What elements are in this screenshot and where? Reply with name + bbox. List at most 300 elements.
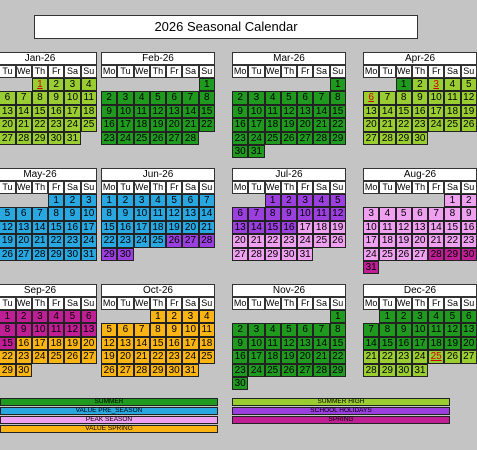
day-cell[interactable]: 20 xyxy=(182,221,198,234)
day-cell[interactable]: 30 xyxy=(396,364,412,377)
day-cell[interactable]: 20 xyxy=(461,337,477,350)
day-cell[interactable]: 3 xyxy=(248,91,264,104)
day-cell[interactable]: 4 xyxy=(48,310,64,323)
day-cell[interactable]: 9 xyxy=(16,323,32,336)
day-cell[interactable]: 22 xyxy=(330,118,346,131)
day-cell[interactable]: 10 xyxy=(412,323,428,336)
day-cell[interactable]: 28 xyxy=(182,132,198,145)
day-cell[interactable]: 20 xyxy=(166,118,182,131)
day-cell[interactable]: 31 xyxy=(182,364,198,377)
day-cell[interactable]: 10 xyxy=(297,207,313,220)
day-cell[interactable]: 7 xyxy=(182,91,198,104)
day-cell[interactable]: 31 xyxy=(64,132,80,145)
day-cell[interactable]: 7 xyxy=(248,207,264,220)
day-cell[interactable]: 8 xyxy=(396,91,412,104)
day-cell[interactable]: 26 xyxy=(281,132,297,145)
day-cell[interactable]: 2 xyxy=(101,91,117,104)
day-cell[interactable]: 4 xyxy=(199,310,215,323)
day-cell[interactable]: 27 xyxy=(166,132,182,145)
day-cell[interactable]: 23 xyxy=(396,350,412,363)
day-cell[interactable]: 7 xyxy=(134,323,150,336)
day-cell[interactable]: 19 xyxy=(101,350,117,363)
day-cell[interactable]: 27 xyxy=(182,234,198,247)
day-cell[interactable]: 4 xyxy=(428,310,444,323)
day-cell[interactable]: 17 xyxy=(248,350,264,363)
day-cell[interactable]: 14 xyxy=(32,221,48,234)
day-cell[interactable]: 18 xyxy=(150,221,166,234)
day-cell[interactable]: 28 xyxy=(32,248,48,261)
day-cell[interactable]: 15 xyxy=(330,105,346,118)
day-cell[interactable]: 18 xyxy=(199,337,215,350)
day-cell[interactable]: 19 xyxy=(330,221,346,234)
day-cell[interactable]: 29 xyxy=(0,364,16,377)
day-cell[interactable]: 16 xyxy=(232,350,248,363)
day-cell[interactable]: 7 xyxy=(379,91,395,104)
day-cell[interactable]: 22 xyxy=(150,350,166,363)
day-cell[interactable]: 24 xyxy=(117,132,133,145)
day-cell[interactable]: 20 xyxy=(363,118,379,131)
day-cell[interactable]: 3 xyxy=(81,194,97,207)
day-cell[interactable]: 26 xyxy=(396,248,412,261)
day-cell[interactable]: 22 xyxy=(32,118,48,131)
day-cell[interactable]: 13 xyxy=(81,323,97,336)
day-cell[interactable]: 16 xyxy=(281,221,297,234)
day-cell[interactable]: 17 xyxy=(134,221,150,234)
day-cell[interactable]: 28 xyxy=(313,364,329,377)
day-cell[interactable]: 6 xyxy=(182,194,198,207)
day-cell[interactable]: 12 xyxy=(64,323,80,336)
day-cell[interactable]: 12 xyxy=(281,337,297,350)
day-cell[interactable]: 25 xyxy=(81,118,97,131)
day-cell[interactable]: 22 xyxy=(0,350,16,363)
day-cell[interactable]: 27 xyxy=(412,248,428,261)
day-cell[interactable]: 2 xyxy=(281,194,297,207)
day-cell[interactable]: 6 xyxy=(461,310,477,323)
day-cell[interactable]: 16 xyxy=(117,221,133,234)
day-cell[interactable]: 10 xyxy=(248,337,264,350)
day-cell[interactable]: 18 xyxy=(428,337,444,350)
day-cell[interactable]: 15 xyxy=(101,221,117,234)
day-cell[interactable]: 9 xyxy=(232,105,248,118)
day-cell[interactable]: 16 xyxy=(232,118,248,131)
day-cell[interactable]: 15 xyxy=(265,221,281,234)
day-cell[interactable]: 29 xyxy=(101,248,117,261)
day-cell[interactable]: 9 xyxy=(64,207,80,220)
day-cell[interactable]: 14 xyxy=(379,105,395,118)
day-cell[interactable]: 20 xyxy=(81,337,97,350)
day-cell[interactable]: 21 xyxy=(16,118,32,131)
day-cell[interactable]: 30 xyxy=(16,364,32,377)
day-cell[interactable]: 1 xyxy=(199,78,215,91)
day-cell[interactable]: 14 xyxy=(248,221,264,234)
day-cell[interactable]: 27 xyxy=(363,132,379,145)
day-cell[interactable]: 6 xyxy=(363,91,379,104)
day-cell[interactable]: 29 xyxy=(32,132,48,145)
day-cell[interactable]: 27 xyxy=(297,132,313,145)
day-cell[interactable]: 26 xyxy=(0,248,16,261)
day-cell[interactable]: 14 xyxy=(313,337,329,350)
day-cell[interactable]: 7 xyxy=(363,323,379,336)
day-cell[interactable]: 8 xyxy=(330,91,346,104)
day-cell[interactable]: 13 xyxy=(166,105,182,118)
day-cell[interactable]: 3 xyxy=(428,78,444,91)
day-cell[interactable]: 23 xyxy=(281,234,297,247)
day-cell[interactable]: 28 xyxy=(199,234,215,247)
day-cell[interactable]: 26 xyxy=(101,364,117,377)
day-cell[interactable]: 29 xyxy=(150,364,166,377)
day-cell[interactable]: 17 xyxy=(412,337,428,350)
day-cell[interactable]: 5 xyxy=(64,310,80,323)
day-cell[interactable]: 25 xyxy=(134,132,150,145)
day-cell[interactable]: 21 xyxy=(182,118,198,131)
day-cell[interactable]: 17 xyxy=(363,234,379,247)
day-cell[interactable]: 14 xyxy=(199,207,215,220)
day-cell[interactable]: 6 xyxy=(297,323,313,336)
day-cell[interactable]: 13 xyxy=(297,337,313,350)
day-cell[interactable]: 24 xyxy=(134,234,150,247)
day-cell[interactable]: 5 xyxy=(166,194,182,207)
day-cell[interactable]: 24 xyxy=(81,234,97,247)
day-cell[interactable]: 13 xyxy=(297,105,313,118)
day-cell[interactable]: 19 xyxy=(281,118,297,131)
day-cell[interactable]: 9 xyxy=(412,91,428,104)
day-cell[interactable]: 3 xyxy=(182,310,198,323)
day-cell[interactable]: 9 xyxy=(101,105,117,118)
day-cell[interactable]: 29 xyxy=(265,248,281,261)
day-cell[interactable]: 2 xyxy=(396,310,412,323)
day-cell[interactable]: 17 xyxy=(32,337,48,350)
day-cell[interactable]: 14 xyxy=(363,337,379,350)
day-cell[interactable]: 31 xyxy=(412,364,428,377)
day-cell[interactable]: 28 xyxy=(428,248,444,261)
day-cell[interactable]: 21 xyxy=(248,234,264,247)
day-cell[interactable]: 24 xyxy=(32,350,48,363)
day-cell[interactable]: 9 xyxy=(461,207,477,220)
day-cell[interactable]: 5 xyxy=(101,323,117,336)
day-cell[interactable]: 1 xyxy=(48,194,64,207)
day-cell[interactable]: 26 xyxy=(444,350,460,363)
day-cell[interactable]: 23 xyxy=(232,132,248,145)
day-cell[interactable]: 4 xyxy=(444,78,460,91)
day-cell[interactable]: 1 xyxy=(444,194,460,207)
day-cell[interactable]: 13 xyxy=(412,221,428,234)
day-cell[interactable]: 19 xyxy=(444,337,460,350)
day-cell[interactable]: 8 xyxy=(265,207,281,220)
day-cell[interactable]: 2 xyxy=(232,323,248,336)
day-cell[interactable]: 30 xyxy=(48,132,64,145)
day-cell[interactable]: 21 xyxy=(363,350,379,363)
day-cell[interactable]: 7 xyxy=(428,207,444,220)
day-cell[interactable]: 26 xyxy=(150,132,166,145)
day-cell[interactable]: 18 xyxy=(265,118,281,131)
day-cell[interactable]: 9 xyxy=(396,323,412,336)
day-cell[interactable]: 3 xyxy=(117,91,133,104)
day-cell[interactable]: 15 xyxy=(32,105,48,118)
day-cell[interactable]: 17 xyxy=(182,337,198,350)
day-cell[interactable]: 24 xyxy=(248,364,264,377)
day-cell[interactable]: 24 xyxy=(182,350,198,363)
day-cell[interactable]: 21 xyxy=(199,221,215,234)
day-cell[interactable]: 12 xyxy=(461,91,477,104)
day-cell[interactable]: 27 xyxy=(16,248,32,261)
day-cell[interactable]: 17 xyxy=(64,105,80,118)
day-cell[interactable]: 8 xyxy=(0,323,16,336)
day-cell[interactable]: 29 xyxy=(396,132,412,145)
day-cell[interactable]: 7 xyxy=(199,194,215,207)
day-cell[interactable]: 1 xyxy=(32,78,48,91)
day-cell[interactable]: 25 xyxy=(48,350,64,363)
day-cell[interactable]: 20 xyxy=(297,118,313,131)
day-cell[interactable]: 25 xyxy=(428,350,444,363)
day-cell[interactable]: 30 xyxy=(232,145,248,158)
day-cell[interactable]: 11 xyxy=(48,323,64,336)
day-cell[interactable]: 5 xyxy=(396,207,412,220)
day-cell[interactable]: 8 xyxy=(379,323,395,336)
day-cell[interactable]: 20 xyxy=(16,234,32,247)
day-cell[interactable]: 25 xyxy=(313,234,329,247)
day-cell[interactable]: 8 xyxy=(330,323,346,336)
day-cell[interactable]: 23 xyxy=(16,350,32,363)
day-cell[interactable]: 26 xyxy=(166,234,182,247)
day-cell[interactable]: 14 xyxy=(182,105,198,118)
day-cell[interactable]: 6 xyxy=(297,91,313,104)
day-cell[interactable]: 12 xyxy=(0,221,16,234)
day-cell[interactable]: 23 xyxy=(101,132,117,145)
day-cell[interactable]: 12 xyxy=(444,323,460,336)
day-cell[interactable]: 18 xyxy=(134,118,150,131)
day-cell[interactable]: 2 xyxy=(232,91,248,104)
day-cell[interactable]: 17 xyxy=(81,221,97,234)
day-cell[interactable]: 23 xyxy=(166,350,182,363)
day-cell[interactable]: 11 xyxy=(379,221,395,234)
day-cell[interactable]: 22 xyxy=(48,234,64,247)
day-cell[interactable]: 6 xyxy=(166,91,182,104)
day-cell[interactable]: 20 xyxy=(412,234,428,247)
day-cell[interactable]: 1 xyxy=(150,310,166,323)
day-cell[interactable]: 30 xyxy=(232,377,248,390)
day-cell[interactable]: 1 xyxy=(265,194,281,207)
day-cell[interactable]: 16 xyxy=(396,337,412,350)
day-cell[interactable]: 2 xyxy=(461,194,477,207)
day-cell[interactable]: 11 xyxy=(150,207,166,220)
day-cell[interactable]: 4 xyxy=(379,207,395,220)
day-cell[interactable]: 15 xyxy=(330,337,346,350)
day-cell[interactable]: 16 xyxy=(101,118,117,131)
day-cell[interactable]: 23 xyxy=(48,118,64,131)
day-cell[interactable]: 20 xyxy=(232,234,248,247)
day-cell[interactable]: 10 xyxy=(134,207,150,220)
day-cell[interactable]: 10 xyxy=(81,207,97,220)
day-cell[interactable]: 19 xyxy=(396,234,412,247)
day-cell[interactable]: 28 xyxy=(379,132,395,145)
day-cell[interactable]: 10 xyxy=(32,323,48,336)
day-cell[interactable]: 10 xyxy=(248,105,264,118)
day-cell[interactable]: 19 xyxy=(64,337,80,350)
day-cell[interactable]: 15 xyxy=(0,337,16,350)
day-cell[interactable]: 6 xyxy=(232,207,248,220)
day-cell[interactable]: 27 xyxy=(0,132,16,145)
day-cell[interactable]: 28 xyxy=(248,248,264,261)
day-cell[interactable]: 15 xyxy=(396,105,412,118)
day-cell[interactable]: 24 xyxy=(248,132,264,145)
day-cell[interactable]: 9 xyxy=(281,207,297,220)
day-cell[interactable]: 11 xyxy=(444,91,460,104)
day-cell[interactable]: 9 xyxy=(117,207,133,220)
day-cell[interactable]: 3 xyxy=(64,78,80,91)
day-cell[interactable]: 29 xyxy=(330,132,346,145)
day-cell[interactable]: 11 xyxy=(134,105,150,118)
day-cell[interactable]: 5 xyxy=(150,91,166,104)
day-cell[interactable]: 5 xyxy=(281,323,297,336)
day-cell[interactable]: 8 xyxy=(101,207,117,220)
day-cell[interactable]: 23 xyxy=(117,234,133,247)
day-cell[interactable]: 4 xyxy=(134,91,150,104)
day-cell[interactable]: 25 xyxy=(379,248,395,261)
day-cell[interactable]: 11 xyxy=(265,105,281,118)
day-cell[interactable]: 20 xyxy=(297,350,313,363)
day-cell[interactable]: 16 xyxy=(16,337,32,350)
day-cell[interactable]: 11 xyxy=(81,91,97,104)
day-cell[interactable]: 2 xyxy=(64,194,80,207)
day-cell[interactable]: 28 xyxy=(313,132,329,145)
day-cell[interactable]: 26 xyxy=(330,234,346,247)
day-cell[interactable]: 26 xyxy=(281,364,297,377)
day-cell[interactable]: 24 xyxy=(64,118,80,131)
day-cell[interactable]: 4 xyxy=(81,78,97,91)
day-cell[interactable]: 22 xyxy=(379,350,395,363)
day-cell[interactable]: 18 xyxy=(81,105,97,118)
day-cell[interactable]: 29 xyxy=(330,364,346,377)
day-cell[interactable]: 14 xyxy=(16,105,32,118)
day-cell[interactable]: 17 xyxy=(428,105,444,118)
day-cell[interactable]: 21 xyxy=(379,118,395,131)
day-cell[interactable]: 7 xyxy=(313,323,329,336)
day-cell[interactable]: 21 xyxy=(313,350,329,363)
day-cell[interactable]: 31 xyxy=(81,248,97,261)
day-cell[interactable]: 8 xyxy=(32,91,48,104)
day-cell[interactable]: 29 xyxy=(444,248,460,261)
day-cell[interactable]: 9 xyxy=(232,337,248,350)
day-cell[interactable]: 6 xyxy=(412,207,428,220)
day-cell[interactable]: 24 xyxy=(363,248,379,261)
day-cell[interactable]: 22 xyxy=(444,234,460,247)
day-cell[interactable]: 7 xyxy=(32,207,48,220)
day-cell[interactable]: 11 xyxy=(313,207,329,220)
day-cell[interactable]: 11 xyxy=(199,323,215,336)
day-cell[interactable]: 14 xyxy=(313,105,329,118)
day-cell[interactable]: 2 xyxy=(16,310,32,323)
day-cell[interactable]: 27 xyxy=(297,364,313,377)
day-cell[interactable]: 20 xyxy=(0,118,16,131)
day-cell[interactable]: 23 xyxy=(461,234,477,247)
day-cell[interactable]: 8 xyxy=(444,207,460,220)
day-cell[interactable]: 1 xyxy=(330,78,346,91)
day-cell[interactable]: 6 xyxy=(117,323,133,336)
day-cell[interactable]: 30 xyxy=(281,248,297,261)
day-cell[interactable]: 21 xyxy=(32,234,48,247)
day-cell[interactable]: 10 xyxy=(117,105,133,118)
day-cell[interactable]: 23 xyxy=(64,234,80,247)
day-cell[interactable]: 28 xyxy=(134,364,150,377)
day-cell[interactable]: 31 xyxy=(363,261,379,274)
day-cell[interactable]: 13 xyxy=(182,207,198,220)
day-cell[interactable]: 3 xyxy=(297,194,313,207)
day-cell[interactable]: 13 xyxy=(232,221,248,234)
day-cell[interactable]: 18 xyxy=(444,105,460,118)
day-cell[interactable]: 23 xyxy=(412,118,428,131)
day-cell[interactable]: 15 xyxy=(379,337,395,350)
day-cell[interactable]: 26 xyxy=(461,118,477,131)
day-cell[interactable]: 24 xyxy=(428,118,444,131)
day-cell[interactable]: 16 xyxy=(412,105,428,118)
day-cell[interactable]: 19 xyxy=(166,221,182,234)
day-cell[interactable]: 25 xyxy=(199,350,215,363)
day-cell[interactable]: 11 xyxy=(428,323,444,336)
day-cell[interactable]: 1 xyxy=(379,310,395,323)
day-cell[interactable]: 29 xyxy=(379,364,395,377)
day-cell[interactable]: 1 xyxy=(0,310,16,323)
day-cell[interactable]: 8 xyxy=(48,207,64,220)
day-cell[interactable]: 27 xyxy=(81,350,97,363)
day-cell[interactable]: 23 xyxy=(232,364,248,377)
day-cell[interactable]: 12 xyxy=(396,221,412,234)
day-cell[interactable]: 30 xyxy=(412,132,428,145)
day-cell[interactable]: 5 xyxy=(330,194,346,207)
day-cell[interactable]: 3 xyxy=(412,310,428,323)
day-cell[interactable]: 11 xyxy=(265,337,281,350)
day-cell[interactable]: 17 xyxy=(297,221,313,234)
day-cell[interactable]: 25 xyxy=(265,364,281,377)
day-cell[interactable]: 19 xyxy=(150,118,166,131)
day-cell[interactable]: 12 xyxy=(166,207,182,220)
day-cell[interactable]: 22 xyxy=(265,234,281,247)
day-cell[interactable]: 5 xyxy=(461,78,477,91)
day-cell[interactable]: 24 xyxy=(412,350,428,363)
day-cell[interactable]: 9 xyxy=(166,323,182,336)
day-cell[interactable]: 30 xyxy=(461,248,477,261)
day-cell[interactable]: 8 xyxy=(199,91,215,104)
day-cell[interactable]: 21 xyxy=(134,350,150,363)
day-cell[interactable]: 5 xyxy=(444,310,460,323)
day-cell[interactable]: 7 xyxy=(313,91,329,104)
day-cell[interactable]: 18 xyxy=(379,234,395,247)
day-cell[interactable]: 31 xyxy=(248,145,264,158)
day-cell[interactable]: 12 xyxy=(330,207,346,220)
day-cell[interactable]: 13 xyxy=(16,221,32,234)
day-cell[interactable]: 15 xyxy=(199,105,215,118)
day-cell[interactable]: 5 xyxy=(0,207,16,220)
day-cell[interactable]: 5 xyxy=(281,91,297,104)
day-cell[interactable]: 18 xyxy=(265,350,281,363)
day-cell[interactable]: 6 xyxy=(81,310,97,323)
day-cell[interactable]: 25 xyxy=(150,234,166,247)
day-cell[interactable]: 9 xyxy=(48,91,64,104)
day-cell[interactable]: 13 xyxy=(117,337,133,350)
day-cell[interactable]: 19 xyxy=(0,234,16,247)
day-cell[interactable]: 15 xyxy=(444,221,460,234)
day-cell[interactable]: 31 xyxy=(297,248,313,261)
day-cell[interactable]: 19 xyxy=(281,350,297,363)
day-cell[interactable]: 25 xyxy=(265,132,281,145)
day-cell[interactable]: 12 xyxy=(101,337,117,350)
day-cell[interactable]: 30 xyxy=(64,248,80,261)
day-cell[interactable]: 18 xyxy=(313,221,329,234)
day-cell[interactable]: 13 xyxy=(461,323,477,336)
day-cell[interactable]: 25 xyxy=(444,118,460,131)
day-cell[interactable]: 4 xyxy=(313,194,329,207)
day-cell[interactable]: 6 xyxy=(0,91,16,104)
day-cell[interactable]: 22 xyxy=(199,118,215,131)
